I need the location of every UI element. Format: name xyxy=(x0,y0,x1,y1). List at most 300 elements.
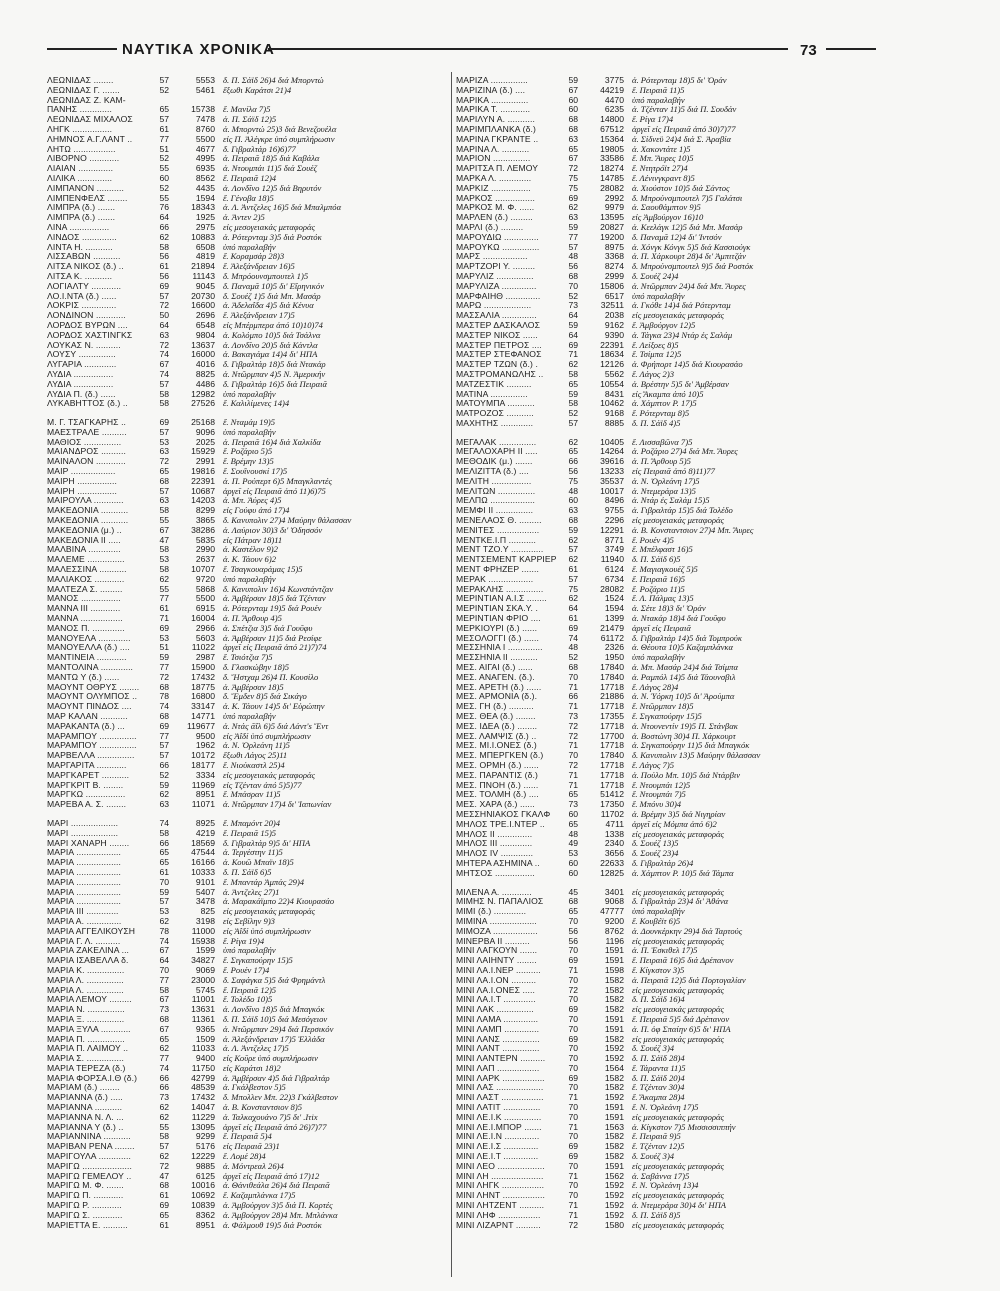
ship-position: ἀ. Χάμπτον Ρ. 10)5 διά Τάμπα xyxy=(632,868,734,878)
ship-position: δ. Ἤστχαμ 26)4 Π. Κουσίλο xyxy=(223,672,319,682)
ship-entry xyxy=(47,751,451,761)
ship-name: ΛΟΥΣΥ ............... xyxy=(47,350,116,360)
tonnage: 10554 xyxy=(600,379,624,389)
tonnage: 11969 xyxy=(191,780,215,790)
ship-entry xyxy=(47,380,451,390)
ship-entry xyxy=(47,575,451,585)
build-year: 63 xyxy=(159,496,169,506)
ship-name: ΜΑΛΤΕΖΑ Σ. ......... xyxy=(47,584,123,594)
ship-position: ἔ. Πειραιᾶ 5)4 xyxy=(223,1132,272,1142)
build-year: 51 xyxy=(159,643,169,653)
build-year: 61 xyxy=(568,565,578,575)
ship-entry xyxy=(456,360,876,370)
build-year: 52 xyxy=(159,770,169,780)
ship-entry xyxy=(47,976,451,986)
ship-entry xyxy=(456,702,876,712)
tonnage: 11143 xyxy=(192,271,215,281)
ship-name: ΜΙΝΙ ΛΑΝΤΕΡΝ .......... xyxy=(456,1054,546,1064)
ship-position: δ. Π. Σάϊδ 10)5 διά Μεσόγειον xyxy=(223,1014,328,1024)
ship-entry xyxy=(47,164,451,174)
build-year: 72 xyxy=(568,1220,578,1230)
ship-name: ΜΑΝΤΟΛΙΝΑ ............. xyxy=(47,663,134,673)
ship-position: ἀ. Ἀμβέρσαν 18)5 διά Τζένταν xyxy=(223,594,326,604)
ship-position: ἔ. Λένινγκραντ 8)5 xyxy=(632,173,695,183)
ship-position: εἰς μεσογειακάς μεταφοράς xyxy=(223,907,316,917)
tonnage: 5500 xyxy=(195,134,215,144)
ship-entry xyxy=(456,741,876,751)
build-year: 77 xyxy=(159,134,169,144)
ship-name: ΜΑΡΓΚΑΡΕΤ ........... xyxy=(47,770,130,780)
tonnage: 44219 xyxy=(600,85,624,95)
ship-entry xyxy=(456,516,876,526)
ship-position: ἀ. Μπ. Μασάρ 24)4 διά Τσίμπα xyxy=(632,663,738,673)
tonnage: 1582 xyxy=(604,1083,624,1093)
ship-position: ἔ. Ντητρόϊτ 27)4 xyxy=(632,164,688,174)
ship-position: ἀ. Ἀδελαΐδα 4)5 διά Κένυα xyxy=(223,301,314,311)
build-year: 59 xyxy=(159,780,169,790)
tonnage: 21479 xyxy=(600,623,624,633)
ship-name: ΜΑΝΝΑ ................. xyxy=(47,614,123,624)
build-year: 64 xyxy=(159,320,169,330)
ship-entry xyxy=(47,634,451,644)
ship-position: ἀ. Σαβάννα 17)5 xyxy=(632,1171,690,1181)
ship-entry xyxy=(456,380,876,390)
ship-entry xyxy=(456,154,876,164)
tonnage: 34827 xyxy=(191,956,215,966)
tonnage: 1196 xyxy=(605,936,624,946)
tonnage: 1524 xyxy=(604,594,624,604)
ship-entry xyxy=(47,1054,451,1064)
ship-position: ἔ. Γένοβα 18)5 xyxy=(223,193,274,203)
build-year: 70 xyxy=(568,995,578,1005)
ship-entry xyxy=(47,829,451,839)
tonnage: 6935 xyxy=(195,164,215,174)
ship-position: ἔ. Λάγος 28)4 xyxy=(632,682,679,692)
tonnage: 18274 xyxy=(600,164,624,174)
build-year: 69 xyxy=(159,1201,169,1211)
tonnage: 6548 xyxy=(195,320,215,330)
build-year: 53 xyxy=(159,555,169,565)
ship-position: ἀ. Ἀλεξάνδρειαν 17)5 Ἐλλάδα xyxy=(223,1034,325,1044)
ship-position: ἀ. Τεργέστην 11)5 xyxy=(223,848,283,858)
build-year: 71 xyxy=(568,1122,578,1132)
ship-position: δ. Σαφάγκα 5)5 διά Φρημάντλ xyxy=(223,975,326,985)
build-year: 52 xyxy=(159,85,169,95)
ship-entry xyxy=(456,1074,876,1084)
ship-name: ΜΕΡΙΝΤΙΑΝ Α.Ι.Σ ........ xyxy=(456,594,547,604)
ship-position: εἰς μεσογειακάς μεταφοράς xyxy=(632,1191,725,1201)
ship-position: δ. Μπρούνσμπουτελ 7)5 Γαλάτσι xyxy=(632,193,743,203)
ship-position: ὑπό παραλαβήν xyxy=(223,574,276,584)
ship-name: ΜΑΡΙΓΩ .................... xyxy=(47,1161,133,1171)
ship-entry xyxy=(456,194,876,204)
ship-position: ἀ. Χακοντάτε 1)5 xyxy=(632,144,691,154)
build-year: 69 xyxy=(568,623,578,633)
ship-name: ΜΙΝΙ ΛΗΝΤ ................. xyxy=(456,1191,545,1201)
build-year: 76 xyxy=(159,203,169,213)
ship-position: ἀ. Ντεμεράρα 30)4 δι' ΗΠΑ xyxy=(632,1201,727,1211)
tonnage: 17718 xyxy=(600,702,624,712)
ship-position: ἀ. Ντῶρμπαν 4)5 Ν. Ἀμερικήν xyxy=(223,369,326,379)
build-year: 58 xyxy=(568,369,578,379)
tonnage: 16004 xyxy=(191,614,215,624)
ship-name: ΛΥΔΙΑ Π. (δ.) ...... xyxy=(47,389,116,399)
ship-entry xyxy=(47,399,451,409)
tonnage: 11702 xyxy=(600,809,624,819)
ship-entry xyxy=(47,418,451,428)
tonnage: 8362 xyxy=(195,1210,215,1220)
ship-entry xyxy=(47,272,451,282)
tonnage: 8885 xyxy=(604,418,624,428)
ship-position: ἔ. Ἀλεξάνδρειαν 16)5 xyxy=(223,262,295,272)
ship-position: ἀ. Λονδῖνο 18)5 διά Μπαγκόκ xyxy=(223,1005,325,1015)
ship-entry xyxy=(47,105,451,115)
tonnage: 14047 xyxy=(191,1103,215,1113)
ship-entry xyxy=(456,1083,876,1093)
tonnage: 7478 xyxy=(195,115,215,125)
ship-name: ΜΑΡΙΑ .................. xyxy=(47,867,122,877)
ship-entry xyxy=(47,555,451,565)
ship-name: ΜΕΣ. ΙΔΕΑ (δ.) ........ xyxy=(456,721,538,731)
build-year: 75 xyxy=(568,173,578,183)
ship-name: ΜΗΛΟΣ ΙΙ .............. xyxy=(456,829,533,839)
tonnage: 11022 xyxy=(191,643,215,653)
build-year: 61 xyxy=(159,867,169,877)
ship-position: ἀ. Ἀντζελες 27)1 xyxy=(223,887,280,897)
ship-entry xyxy=(47,487,451,497)
ship-name: ΜΑΝΟΥΕΛΑ ............. xyxy=(47,633,131,643)
tonnage: 17718 xyxy=(600,770,624,780)
tonnage: 8431 xyxy=(604,389,624,399)
ship-entry xyxy=(456,966,876,976)
ship-name: ΜΑΡΚΑ Λ. ............. xyxy=(456,173,532,183)
build-year: 63 xyxy=(159,330,169,340)
ship-position: εἰς Πάτραν 18)11 xyxy=(223,535,283,545)
tonnage: 15938 xyxy=(191,936,215,946)
ship-position: εἰς Ἀΐδί ὑπό συμπλήρωσιν xyxy=(223,731,311,741)
ship-position: ἔ. Ρίγα 19)4 xyxy=(223,936,265,946)
build-year: 57 xyxy=(568,418,578,428)
ship-position: ἔ. Πειραιᾶ 11)5 xyxy=(632,85,685,95)
tonnage: 825 xyxy=(200,907,215,917)
ship-entry xyxy=(47,1211,451,1221)
ship-position: ἔ. Μπαντάρ Ἀμπάς 29)4 xyxy=(223,877,305,887)
ship-position: ἀ. Σίδνεϋ 24)4 διά Σ. Ἀραβία xyxy=(632,134,732,144)
ship-position: ἀ. Μαρακάϊμπο 22)4 Κιουρασάο xyxy=(223,897,335,907)
ship-entry xyxy=(456,1025,876,1035)
ship-name: ΜΑΚΕΔΟΝΙΑ ........... xyxy=(47,516,129,526)
tonnage: 17700 xyxy=(600,731,624,741)
build-year: 77 xyxy=(159,663,169,673)
tonnage: 17840 xyxy=(600,751,624,761)
ship-position: ἔ. Ν. Ὀρλεάνη 13)4 xyxy=(632,1181,699,1191)
ship-name: ΛΗΤΩ ................. xyxy=(47,144,116,154)
ship-name: ΜΑΣΤΕΡ ΠΕΤΡΟΣ .... xyxy=(456,340,542,350)
ship-position: δ. Μπολλεν Μπ. 22)3 Γκάλβεστον xyxy=(223,1093,338,1103)
ship-name: ΜΙΝΙ ΛΑΤΙΤ ............... xyxy=(456,1103,541,1113)
build-year: 72 xyxy=(568,164,578,174)
ship-name: ΜΕΣ. ΑΡΜΟΝΙΑ (δ.). xyxy=(456,692,538,702)
ship-position: ἔ. Ροζάριο 5)5 xyxy=(223,447,273,457)
ship-entry xyxy=(456,341,876,351)
build-year: 71 xyxy=(568,702,578,712)
ship-name: ΜΑΡΟΥΔΙΩ .............. xyxy=(456,232,539,242)
ship-position: ἔ. Πειραιᾶ 16)5 xyxy=(632,574,686,584)
block-gap xyxy=(456,879,876,888)
ship-entry xyxy=(456,1093,876,1103)
tonnage: 22391 xyxy=(191,476,215,486)
ship-name: ΜΙΝΙ ΛΗΓΚ ................. xyxy=(456,1181,545,1191)
ship-name: ΜΙΝΙ ΛΗ ..................... xyxy=(456,1171,544,1181)
tonnage: 4711 xyxy=(605,819,624,829)
ship-name: ΜΙΝΙ ΛΕ.Ι.Τ .............. xyxy=(456,1152,539,1162)
build-year: 58 xyxy=(159,506,169,516)
ship-entry xyxy=(456,184,876,194)
build-year: 60 xyxy=(568,496,578,506)
ship-entry xyxy=(456,927,876,937)
ship-position: ὑπό παραλαβήν xyxy=(223,389,276,399)
ship-name: ΜΑΘΙΟΣ ............... xyxy=(47,437,122,447)
build-year: 58 xyxy=(159,985,169,995)
ship-position: ἀ. Κολόμπο 10)5 διά Τσάλνα xyxy=(223,330,321,340)
ship-position: δ. Γιβραλτάρ 14)5 διά Τομπρούκ xyxy=(632,633,742,643)
ship-entry xyxy=(47,565,451,575)
ship-entry xyxy=(47,956,451,966)
block-gap xyxy=(456,429,876,438)
ship-position: ἔ. Ἀμβούργον 12)5 xyxy=(632,320,696,330)
build-year: 67 xyxy=(159,1024,169,1034)
ship-entry xyxy=(456,438,876,448)
ship-name: ΜΑΧΗΤΗΣ ............. xyxy=(456,418,534,428)
ship-entry xyxy=(456,1172,876,1182)
tonnage: 2637 xyxy=(195,555,215,565)
ship-position: ἀ. Ρότερνταμ 3)5 διά Ροστόκ xyxy=(223,232,322,242)
ship-name: ΜΙΝΙ ΛΗΤΖΕΝΤ .......... xyxy=(456,1201,545,1211)
build-year: 68 xyxy=(568,516,578,526)
ship-entry xyxy=(456,292,876,302)
build-year: 71 xyxy=(568,1210,578,1220)
tonnage: 18343 xyxy=(191,203,215,213)
ship-entry xyxy=(456,526,876,536)
ship-name: ΛΙΒΟΡΝΟ ............ xyxy=(47,154,120,164)
tonnage: 1594 xyxy=(195,193,215,203)
tonnage: 8762 xyxy=(604,926,624,936)
ship-position: ἀ. Ἀμβέρσαν 4)5 διά Γιβραλτάρ xyxy=(223,1073,330,1083)
build-year: 71 xyxy=(568,1093,578,1103)
build-year: 56 xyxy=(568,467,578,477)
build-year: 70 xyxy=(568,751,578,761)
ship-name: ΜΑΟΥΝΤ ΟΘΡΥΣ ........ xyxy=(47,682,140,692)
ship-name: ΜΑΡΙΓΩ Ρ. ............ xyxy=(47,1201,122,1211)
build-year: 62 xyxy=(159,574,169,584)
build-year: 70 xyxy=(159,965,169,975)
ship-position: ἀ. Π. Ρούπερτ 6)5 Μπαγκλαντές xyxy=(223,476,332,486)
ship-name: ΜΙΝΙ ΛΑΙΗΝΤΥ ........ xyxy=(456,956,537,966)
ship-position: ἔ. Πειραιᾶ 9)5 xyxy=(632,1132,681,1142)
ship-position: ἔ. Λάγος 7)5 xyxy=(632,760,675,770)
ship-name: ΜΑΡΙΑ Ν. ............... xyxy=(47,1005,125,1015)
ship-entry xyxy=(456,350,876,360)
ship-name: ΜΕΣ. ΑΡΕΤΗ (δ.) ...... xyxy=(456,682,542,692)
ship-position: ἀ. Ν. Ὀρλεάνη 17)5 xyxy=(632,476,700,486)
ship-name: ΜΑΝΟΣ Π. ............. xyxy=(47,623,125,633)
ship-position: ἔ. Μπαμόντ 20)4 xyxy=(223,818,281,828)
ship-name: ΜΑΡΙΕΤΤΑ Ε. .......... xyxy=(47,1220,128,1230)
ship-name: ΛΙΣΣΑΒΩΝ ........... xyxy=(47,252,121,262)
build-year: 56 xyxy=(568,926,578,936)
ship-name: ΜΕΛΙΖΙΤΤΑ (δ.) .... xyxy=(456,467,529,477)
tonnage: 1598 xyxy=(604,965,624,975)
tonnage: 20827 xyxy=(600,222,624,232)
ship-entry xyxy=(456,995,876,1005)
ship-position: ἔ. Λ. Πάλμας 13)5 xyxy=(632,594,694,604)
ship-entry xyxy=(47,1142,451,1152)
ship-entry xyxy=(47,447,451,457)
ship-name: ΜΙΝΙ ΛΑΣ ................... xyxy=(456,1083,544,1093)
tonnage: 10405 xyxy=(600,437,624,447)
ship-name: ΠΑΝΗΣ ............. xyxy=(47,105,112,115)
build-year: 69 xyxy=(568,1034,578,1044)
tonnage: 33147 xyxy=(191,702,215,712)
build-year: 74 xyxy=(159,350,169,360)
ship-name: ΜΑΟΥΝΤ ΟΛΥΜΠΟΣ .. xyxy=(47,692,138,702)
ship-name: ΜΑΝΤΙΝΕΙΑ ............ xyxy=(47,653,127,663)
build-year: 47 xyxy=(159,535,169,545)
build-year: 75 xyxy=(568,183,578,193)
tonnage: 4435 xyxy=(195,183,215,193)
ship-name: ΜΑΡΙΑΝΝΙΝΑ ........... xyxy=(47,1132,131,1142)
ship-name: ΜΑΤΖΕΣΤΙΚ .......... xyxy=(456,379,532,389)
tonnage: 35537 xyxy=(600,476,624,486)
ship-name: ΜΑΙΝΑΛΟΝ ............ xyxy=(47,457,126,467)
build-year: 74 xyxy=(159,936,169,946)
column-divider xyxy=(451,72,452,1277)
ship-name: ΜΑΡΙΑΝΝΑ Υ (δ.) .. xyxy=(47,1122,124,1132)
ship-position: ἀ. Ταλκαχουάνο 7)5 δι' .Ιτix xyxy=(223,1112,318,1122)
build-year: 69 xyxy=(159,418,169,428)
tonnage: 11000 xyxy=(191,926,215,936)
ship-entry xyxy=(456,594,876,604)
ship-entry xyxy=(456,1191,876,1201)
tonnage: 14771 xyxy=(191,712,215,721)
ship-position: εἰς Πειραιᾶ 23)1 xyxy=(223,1142,280,1152)
tonnage: 18569 xyxy=(191,838,215,848)
ship-name: ΜΑΣΤΕΡ ΝΙΚΟΣ ...... xyxy=(456,330,538,340)
ship-position: εἰς μεσογειακάς μεταφοράς xyxy=(632,985,725,995)
build-year: 65 xyxy=(568,447,578,457)
ship-entry xyxy=(47,145,451,155)
ship-name: ΜΙΝΙ ΛΑ.Ι.ΟΝΕΣ ..... xyxy=(456,985,535,995)
build-year: 77 xyxy=(159,731,169,741)
ship-position: ὑπό παραλαβήν xyxy=(632,95,685,105)
ship-position: ἀ. Γκόθε 14)4 διά Ρότερνταμ xyxy=(632,301,731,311)
build-year: 72 xyxy=(568,721,578,731)
ship-entry xyxy=(47,76,451,86)
tonnage: 11229 xyxy=(191,1112,215,1122)
ship-name: ΜΙΝΙ ΛΕΟ ................... xyxy=(456,1161,545,1171)
ship-position: ἔ. Ρότερνταμ 8)5 xyxy=(632,409,690,419)
ship-name: ΛΕΩΝΙΔΑΣ ........ xyxy=(47,76,114,85)
tonnage: 6734 xyxy=(604,574,624,584)
build-year: 64 xyxy=(159,956,169,966)
ship-entry xyxy=(456,545,876,555)
ship-name: ΜΑΡΙΑ .................. xyxy=(47,858,122,868)
build-year: 48 xyxy=(568,486,578,496)
ship-name: ΜΙΝΙ ΛΑΡΚ ................. xyxy=(456,1073,545,1083)
tonnage: 3865 xyxy=(195,516,215,526)
ship-entry xyxy=(456,937,876,947)
tonnage: 5500 xyxy=(195,594,215,604)
build-year: 69 xyxy=(568,340,578,350)
tonnage: 3198 xyxy=(195,916,215,926)
build-year: 68 xyxy=(159,712,169,721)
build-year: 57 xyxy=(159,76,169,85)
ship-position: ἀ. Βοστώνη 30)4 Π. Χάρκουρτ xyxy=(632,731,736,741)
ship-entry xyxy=(456,1044,876,1054)
tonnage: 39616 xyxy=(600,457,624,467)
build-year: 70 xyxy=(568,1044,578,1054)
ship-entry xyxy=(456,1211,876,1221)
header-rule-left xyxy=(47,48,117,50)
ship-entry xyxy=(47,184,451,194)
tonnage: 12982 xyxy=(191,389,215,399)
build-year: 62 xyxy=(568,437,578,447)
left-column xyxy=(47,76,451,1230)
ship-name: ΜΕΝΤΚΕ.Ι.Π ........... xyxy=(456,535,537,545)
ship-name: ΜΑΣΤΕΡ ΔΑΣΚΑΛΟΣ xyxy=(456,320,540,330)
ship-name: ΜΑΡΚΟΣ Μ. Φ. ...... xyxy=(456,203,535,213)
tonnage: 25168 xyxy=(191,418,215,428)
ship-entry xyxy=(47,653,451,663)
ship-position: ἀ. Μόντρεαλ 26)4 xyxy=(223,1161,284,1171)
ship-name: ΜΗΛΟΣ ΙV ............. xyxy=(456,849,534,859)
tonnage: 9500 xyxy=(195,731,215,741)
ship-entry xyxy=(47,331,451,341)
ship-name: ΛΕΩΝΙΔΑΣ Γ. ....... xyxy=(47,85,120,95)
tonnage: 8925 xyxy=(195,818,215,828)
build-year: 66 xyxy=(159,1083,169,1093)
tonnage: 2326 xyxy=(604,643,624,653)
build-year: 71 xyxy=(568,770,578,780)
build-year: 71 xyxy=(568,780,578,790)
tonnage: 8951 xyxy=(195,1220,215,1230)
tonnage: 38286 xyxy=(191,525,215,535)
ship-position: ὑπό παραλαβήν xyxy=(223,427,276,437)
ship-position: ἀ. Π. ὀφ Σπαίην 6)5 δι' ΗΠΑ xyxy=(632,1024,731,1034)
build-year: 77 xyxy=(159,594,169,604)
tonnage: 10839 xyxy=(191,1201,215,1211)
ship-position: δ. Γιβραλτάρ 9)5 δι' ΗΠΑ xyxy=(223,838,311,848)
ship-entry xyxy=(456,771,876,781)
build-year: 58 xyxy=(568,399,578,409)
ship-entry xyxy=(456,830,876,840)
build-year: 62 xyxy=(159,232,169,242)
tonnage: 16600 xyxy=(191,301,215,311)
build-year: 68 xyxy=(159,1014,169,1024)
ship-name: ΛΗΓΚ ................ xyxy=(47,124,113,134)
ship-name: ΜΙΝΙ ΛΙΖΑΡΝΤ .......... xyxy=(456,1220,541,1230)
ship-position: ἀ. Βρέστην 5)5 δι' Ἀμβέρσαν xyxy=(632,379,729,389)
ship-name: ΜΑΡΣ .................. xyxy=(456,252,528,262)
ship-position: ἔ. Πειραιᾶ 5)5 διά Δρέπανον xyxy=(632,1014,730,1024)
ship-name: ΜΑΡΙΑ Α. .............. xyxy=(47,916,122,926)
tonnage: 119677 xyxy=(186,721,215,731)
build-year: 70 xyxy=(568,1063,578,1073)
build-year: 59 xyxy=(568,76,578,85)
ship-entry xyxy=(456,447,876,457)
ship-entry xyxy=(47,1221,451,1231)
ship-name: ΛΙΛΙΚΑ .............. xyxy=(47,173,113,183)
